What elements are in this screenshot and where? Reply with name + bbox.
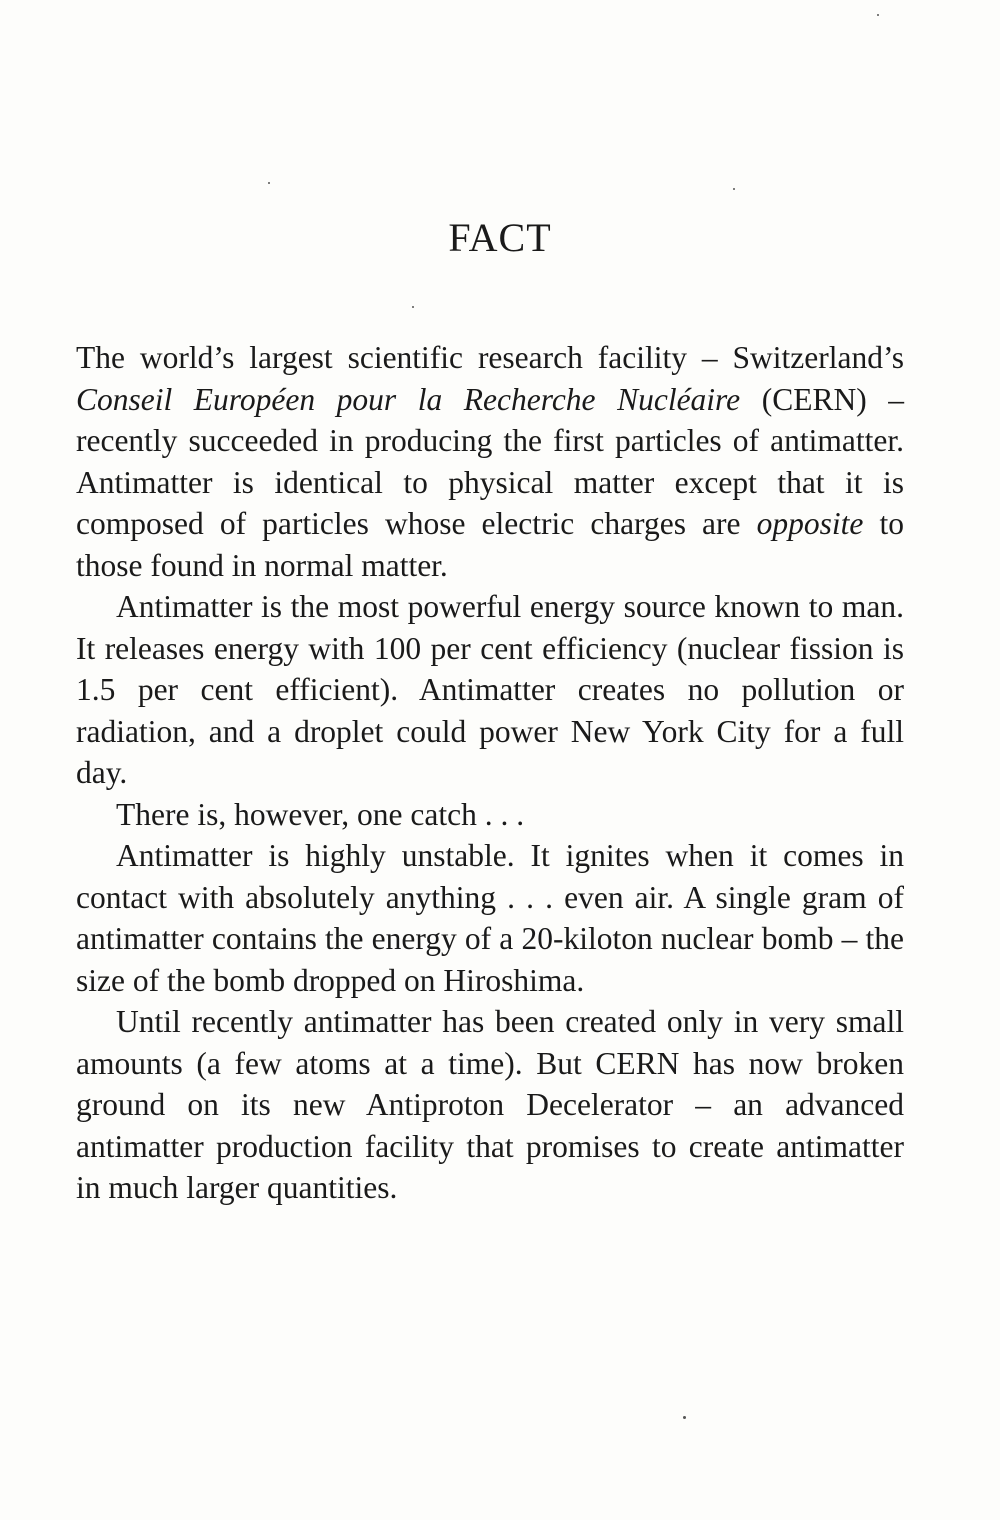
- scan-speck: [733, 188, 735, 190]
- scan-speck: [412, 306, 414, 308]
- paragraph: [76, 794, 904, 836]
- paragraph-text: There is, however, one catch . . .: [116, 796, 525, 832]
- paragraph-text: Antimatter is the most powerful energy source known to man. It releases energy with 100 per cent efficiency (nuclear fission is 1.5 per cent efficient). Antimatter creates no pollution or radiation, and a droplet could power New York City for a full day.: [76, 589, 904, 790]
- scan-speck: [268, 182, 270, 184]
- paragraph-text: Antimatter is highly unstable. It ignites when it comes in contact with absolutely anything . . . even air. A single gram of antimatter contains the energy of a 20-kiloton nuclear bomb – the size of the bomb dropped on Hiroshima.: [76, 838, 904, 998]
- paragraph-text-italic: opposite: [756, 506, 864, 541]
- paragraph: [76, 337, 904, 586]
- scan-speck: [877, 14, 879, 16]
- paragraph-text: Until recently antimatter has been created only in very small amounts (a few atoms at a time). But CERN has now broken ground on its new Antiproton Decelerator – an advanced antimatter production facility that promises to create antimatter in much larger quantities.: [76, 1004, 904, 1205]
- scan-speck: [683, 1416, 686, 1419]
- paragraph-text: (CERN) – recently succeeded in producing the first particles of antimatter. Antimatter is identical to physical matter except that it is composed of particles whose electric charges are: [76, 381, 904, 541]
- paragraph-text-italic: Conseil Européen pour la Recherche Nucléaire: [76, 381, 741, 417]
- paragraph: [76, 1001, 904, 1209]
- paragraph: [76, 586, 904, 794]
- paragraph-text: The world’s largest scientific research facility – Switzerland’s: [76, 340, 904, 375]
- paragraph-text: to those found in normal matter.: [76, 506, 904, 583]
- paragraph: [76, 835, 904, 1001]
- body-text: [76, 337, 904, 1209]
- page-heading: FACT: [448, 215, 552, 260]
